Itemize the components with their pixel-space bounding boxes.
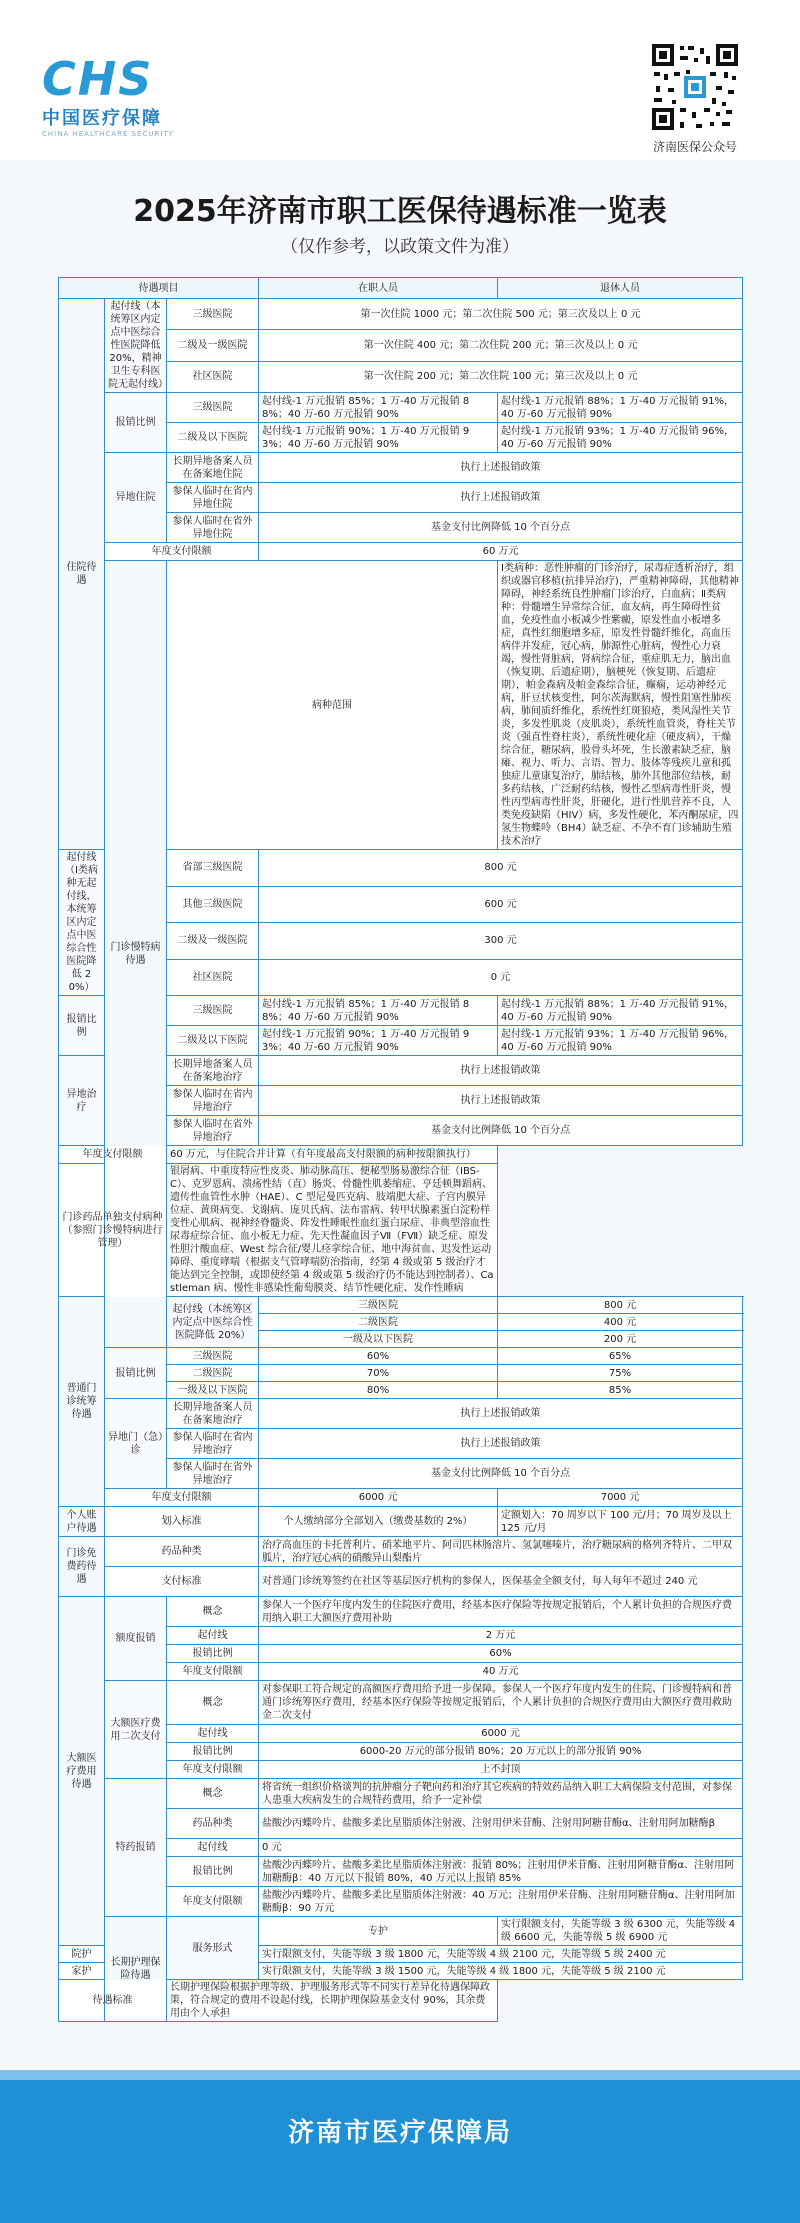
- table-row: [59, 1537, 743, 1567]
- outpatient-ratio-label: 报销比例: [105, 1348, 167, 1399]
- major-secondary-threshold-value: 6000 元: [259, 1725, 743, 1743]
- ltc-pro-label: 专护: [259, 1917, 498, 1946]
- major-secondary-concept-value: 对参保职工符合规定的高额医疗费用给予进一步保障。参保人一个医疗年度内发生的住院、门诊慢特病和普通门诊统筹医疗费用，经基本医疗保险等按规定报销后，个人累计负担的合规医疗费用由大额医疗费用救助金二次支付: [259, 1681, 743, 1725]
- free-drug-kind-label: 药品种类: [105, 1537, 259, 1567]
- table-row: [59, 1681, 743, 1725]
- ltc-pro-value: 实行限额支付，失能等级 3 级 6300 元，失能等级 4 级 6600 元，失能等级 5 级 6900 元: [498, 1917, 743, 1946]
- major-secondary-annual-value: 上不封顶: [259, 1761, 743, 1779]
- major-extra-concept-value: 参保人一个医疗年度内发生的住院医疗费用，经基本医疗保险等按规定报销后，个人累计负担的合规医疗费用纳入职工大额医疗费用补助: [259, 1597, 743, 1627]
- header: [0, 0, 800, 160]
- outpatient-r-g2-retired: 75%: [498, 1365, 743, 1382]
- chronic-offsite-label: 异地治疗: [59, 1056, 105, 1146]
- major-secondary-threshold-label: 起付线: [167, 1725, 259, 1743]
- chronic-ratio-g2-employed: 起付线-1 万元报销 90%；1 万-40 万元报销 93%；40 万-60 万元报销 90%: [259, 1026, 498, 1056]
- chronic-drug-value: 银屑病、中重度特应性皮炎、肺动脉高压、便秘型肠易激综合征（IBS-C）、克罗恩病、溃疡性结（直）肠炎、骨髓性肌萎缩症、亨廷顿舞蹈病、遗传性血管性水肿（HAE）、C 型尼曼匹克病、肢端肥大症、子宫内膜异位症、黄斑病变、戈谢病、庞贝氏病、法布雷病、转甲状腺素蛋白淀粉样变性心肌病、视神经脊髓炎、阵发性睡眠性血红蛋白尿症、非典型溶血性尿毒症综合征、血小板无力症、先天性凝血因子Ⅶ（FⅦ）缺乏症、原发性胆汁酸血症、West 综合征/婴儿痉挛综合征、地中海贫血、迟发性运动障碍、重度哮喘（根据支气管哮喘防治指南，经第 4 级或第 5 级治疗才能达到完全控制，或即使经第 4 级或第 5 级治疗仍不能达到控制者）、Castleman 病、慢性非感染性葡萄膜炎、结节性硬化症、发作性睡病: [167, 1164, 498, 1297]
- table-row: [59, 1779, 743, 1809]
- inpatient-ratio-g2-employed: 起付线-1 万元报销 90%；1 万-40 万元报销 93%；40 万-60 万元报销 90%: [259, 423, 498, 453]
- major-category: 大额医疗费用待遇: [59, 1597, 105, 1946]
- chronic-ratio-g2-label: 二级及以下医院: [167, 1026, 259, 1056]
- outpatient-offsite-3-label: 参保人临时在省外异地治疗: [167, 1459, 259, 1489]
- chronic-drug-label: 门诊药品单独支付病种（参照门诊慢特病进行管理）: [59, 1164, 167, 1297]
- table-row: [59, 1399, 743, 1429]
- logo-en-text: CHINA HEALTHCARE SECURITY: [42, 130, 174, 138]
- outpatient-r-g1-employed: 80%: [259, 1382, 498, 1399]
- major-special-threshold-value: 0 元: [259, 1839, 743, 1857]
- chronic-scope-value: Ⅰ类病种：恶性肿瘤的门诊治疗，尿毒症透析治疗，组织或器官移植(抗排异治疗)，严重精神障碍，其他精神障碍，神经系统良性肿瘤门诊治疗，白血病；Ⅱ类病种：骨髓增生异常综合征，血友病，再生障碍性贫血，免疫性血小板减少性紫癜，原发性血小板增多症，真性红细胞增多症，原发性骨髓纤维化，高血压病伴并发症，冠心病，肺源性心脏病，慢性心力衰竭，慢性肾脏病，肾病综合征，重症肌无力，脑出血（恢复期、后遗症期），脑梗死（恢复期、后遗症期），帕金森病及帕金森综合征，癫痫，运动神经元病，肝豆状核变性，阿尔茨海默病，慢性阻塞性肺疾病，肺间质纤维化，系统性红斑狼疮，类风湿性关节炎，多发性肌炎（皮肌炎），系统性血管炎，脊柱关节炎（强直性脊柱炎），系统性硬化症（硬皮病），干燥综合征，糖尿病，股骨头坏死，生长激素缺乏症，脑瘫、视力、听力、言语、智力、肢体等残疾儿童和孤独症儿童康复治疗，肺结核，肺外其他部位结核，耐多药结核，广泛耐药结核，慢性乙型病毒性肝炎，慢性丙型病毒性肝炎，肝硬化，进行性肌营养不良，人类免疫缺陷（HIV）病，多发性硬化，苯丙酮尿症，四氢生物蝶呤（BH4）缺乏症、不孕不育门诊辅助生殖技术治疗: [498, 561, 743, 850]
- major-extra-label: 额度报销: [105, 1597, 167, 1681]
- inpatient-community-label: 社区医院: [167, 361, 259, 392]
- ltc-std-value: 长期护理保险根据护理等级、护理服务形式等不同实行差异化待遇保障政策，符合规定的费用不设起付线，长期护理保险基金支付 90%，其余费用由个人承担: [167, 1980, 498, 2022]
- inpatient-community-value: 第一次住院 200 元；第二次住院 100 元；第三次及以上 0 元: [259, 361, 743, 392]
- major-secondary-ratio-value: 6000-20 万元的部分报销 80%；20 万元以上的部分报销 90%: [259, 1743, 743, 1761]
- inpatient-grade3-label: 三级医院: [167, 299, 259, 330]
- free-drug-pay-value: 对普通门诊统筹签约在社区等基层医疗机构的参保人，医保基金全额支付，每人每年不超过 240 元: [259, 1567, 743, 1597]
- outpatient-r-g3-label: 三级医院: [167, 1348, 259, 1365]
- chronic-offsite-1-value: 执行上述报销政策: [259, 1056, 743, 1086]
- footer-stripe: [0, 2070, 800, 2080]
- chronic-ratio-g3-employed: 起付线-1 万元报销 85%；1 万-40 万元报销 88%；40 万-60 万元报销 90%: [259, 996, 498, 1026]
- table-header-row: [59, 278, 743, 299]
- inpatient-offsite-1-label: 长期异地备案人员在备案地住院: [167, 453, 259, 483]
- table-row: [59, 1507, 743, 1537]
- major-extra-ratio-value: 60%: [259, 1645, 743, 1663]
- outpatient-offsite-3-value: 基金支付比例降低 10 个百分点: [259, 1459, 743, 1489]
- major-special-kind-label: 药品种类: [167, 1809, 259, 1839]
- chronic-offsite-2-value: 执行上述报销政策: [259, 1086, 743, 1116]
- outpatient-offsite-1-label: 长期异地备案人员在备案地治疗: [167, 1399, 259, 1429]
- chronic-annual-label: 年度支付限额: [59, 1146, 167, 1164]
- ltc-home-value: 实行限额支付，失能等级 3 级 1500 元，失能等级 4 级 1800 元，失能等级 5 级 2100 元: [259, 1963, 743, 1980]
- inpatient-annual-label: 年度支付限额: [105, 543, 259, 561]
- chronic-scope-label: 病种范围: [167, 561, 498, 850]
- outpatient-r-g1-label: 一级及以下医院: [167, 1382, 259, 1399]
- ltc-hosp-label: 院护: [59, 1946, 105, 1963]
- chronic-ratio-label: 报销比例: [59, 996, 105, 1056]
- major-extra-annual-label: 年度支付限额: [167, 1663, 259, 1681]
- major-extra-concept-label: 概念: [167, 1597, 259, 1627]
- chronic-ratio-g2-retired: 起付线-1 万元报销 93%；1 万-40 万元报销 96%，40 万-60 万元报销 90%: [498, 1026, 743, 1056]
- major-secondary-concept-label: 概念: [167, 1681, 259, 1725]
- header-employed: 在职人员: [259, 278, 498, 299]
- major-extra-ratio-label: 报销比例: [167, 1645, 259, 1663]
- header-item: 待遇项目: [59, 278, 259, 299]
- chronic-prov-label: 省部三级医院: [167, 850, 259, 887]
- ltc-category: 长期护理保险待遇: [105, 1917, 167, 2022]
- chs-logo: [42, 52, 192, 138]
- outpatient-r-g2-label: 二级医院: [167, 1365, 259, 1382]
- outpatient-category: 普通门诊统筹待遇: [59, 1297, 105, 1507]
- table-row: [59, 1917, 743, 1946]
- chronic-annual-value: 60 万元，与住院合并计算（有年度最高支付限额的病种按限额执行）: [167, 1146, 498, 1164]
- major-special-threshold-label: 起付线: [167, 1839, 259, 1857]
- outpatient-offsite-2-value: 执行上述报销政策: [259, 1429, 743, 1459]
- major-special-annual-label: 年度支付限额: [167, 1887, 259, 1917]
- qr-code-icon: [650, 42, 740, 132]
- chronic-other3-value: 600 元: [259, 886, 743, 923]
- major-special-ratio-label: 报销比例: [167, 1857, 259, 1887]
- inpatient-ratio-g2-label: 二级及以下医院: [167, 423, 259, 453]
- inpatient-grade3-value: 第一次住院 1000 元；第二次住院 500 元；第三次及以上 0 元: [259, 299, 743, 330]
- table-row: [59, 453, 743, 483]
- major-special-label: 特药报销: [105, 1779, 167, 1917]
- inpatient-offsite-3-value: 基金支付比例降低 10 个百分点: [259, 513, 743, 543]
- inpatient-ratio-label: 报销比例: [105, 393, 167, 453]
- benefits-table: [58, 277, 742, 2022]
- major-special-concept-label: 概念: [167, 1779, 259, 1809]
- chronic-other3-label: 其他三级医院: [167, 886, 259, 923]
- inpatient-category: 住院待遇: [59, 299, 105, 850]
- inpatient-offsite-3-label: 参保人临时在省外异地住院: [167, 513, 259, 543]
- inpatient-ratio-g2-retired: 起付线-1 万元报销 93%；1 万-40 万元报销 96%，40 万-60 万元报销 90%: [498, 423, 743, 453]
- outpatient-annual-employed: 6000 元: [259, 1489, 498, 1507]
- outpatient-annual-label: 年度支付限额: [105, 1489, 259, 1507]
- table-row: [59, 1597, 743, 1627]
- outpatient-offsite-1-value: 执行上述报销政策: [259, 1399, 743, 1429]
- table-row: [59, 1164, 743, 1297]
- inpatient-ratio-g3-employed: 起付线-1 万元报销 85%；1 万-40 万元报销 88%；40 万-60 万元报销 90%: [259, 393, 498, 423]
- table-row: [59, 1146, 743, 1164]
- qr-caption: 济南医保公众号: [652, 140, 737, 154]
- outpatient-t-g2-label: 二级医院: [259, 1314, 498, 1331]
- chronic-comm-label: 社区医院: [167, 959, 259, 996]
- inpatient-grade2-value: 第一次住院 400 元；第二次住院 200 元；第三次及以上 0 元: [259, 330, 743, 361]
- chronic-ratio-g3-label: 三级医院: [167, 996, 259, 1026]
- page-subtitle: （仅作参考，以政策文件为准）: [281, 237, 519, 257]
- personal-retired: 定额划入：70 周岁以下 100 元/月；70 周岁及以上 125 元/月: [498, 1507, 743, 1537]
- inpatient-ratio-g3-label: 三级医院: [167, 393, 259, 423]
- table-row: [59, 561, 743, 850]
- major-secondary-label: 大额医疗费用二次支付: [105, 1681, 167, 1779]
- outpatient-threshold-label: 起付线（本统筹区内定点中医综合性医院降低 20%）: [167, 1297, 259, 1348]
- free-drug-kind-value: 治疗高血压的卡托普利片、硝苯地平片、阿司匹林肠溶片、氢氯噻嗪片，治疗糖尿病的格列齐特片、二甲双胍片，治疗冠心病的硝酸异山梨酯片: [259, 1537, 743, 1567]
- table-row: [59, 1980, 743, 2022]
- major-special-annual-value: 盐酸沙丙蝶呤片、盐酸多柔比星脂质体注射液：40 万元；注射用伊米苷酶、注射用阿糖苷酶α、注射用阿加糖酶β：90 万元: [259, 1887, 743, 1917]
- inpatient-offsite-1-value: 执行上述报销政策: [259, 453, 743, 483]
- inpatient-grade2-label: 二级及一级医院: [167, 330, 259, 361]
- ltc-home-label: 家护: [59, 1963, 105, 1980]
- chronic-prov-value: 800 元: [259, 850, 743, 887]
- personal-employed: 个人缴纳部分全部划入（缴费基数的 2%）: [259, 1507, 498, 1537]
- personal-category: 个人账户待遇: [59, 1507, 105, 1537]
- inpatient-offsite-2-label: 参保人临时在省内异地住院: [167, 483, 259, 513]
- chronic-ratio-g3-retired: 起付线-1 万元报销 88%；1 万-40 万元报销 91%，40 万-60 万元报销 90%: [498, 996, 743, 1026]
- logo-cn-text: 中国医疗保障: [42, 108, 162, 129]
- major-extra-threshold-label: 起付线: [167, 1627, 259, 1645]
- table-row: [59, 299, 743, 330]
- chronic-category: 门诊慢特病待遇: [105, 561, 167, 1348]
- ltc-hosp-value: 实行限额支付，失能等级 3 级 1800 元，失能等级 4 级 2100 元，失能等级 5 级 2400 元: [259, 1946, 743, 1963]
- table-row: [59, 1567, 743, 1597]
- chronic-offsite-1-label: 长期异地备案人员在备案地治疗: [167, 1056, 259, 1086]
- header-retired: 退休人员: [498, 278, 743, 299]
- chronic-g2-label: 二级及一级医院: [167, 923, 259, 960]
- logo-mark: CHS: [42, 52, 154, 106]
- inpatient-annual-value: 60 万元: [259, 543, 743, 561]
- chronic-comm-value: 0 元: [259, 959, 743, 996]
- major-secondary-annual-label: 年度支付限额: [167, 1761, 259, 1779]
- page-title: 2025年济南市职工医保待遇标准一览表: [133, 194, 667, 229]
- major-special-concept-value: 将省统一组织价格谈判的抗肿瘤分子靶向药和治疗其它疾病的特效药品纳入职工大病保险支付范围，对参保人患重大疾病发生的合规特药费用，给予一定补偿: [259, 1779, 743, 1809]
- table-row: [59, 1348, 743, 1365]
- outpatient-r-g3-retired: 65%: [498, 1348, 743, 1365]
- chronic-offsite-2-label: 参保人临时在省内异地治疗: [167, 1086, 259, 1116]
- outpatient-annual-retired: 7000 元: [498, 1489, 743, 1507]
- inpatient-offsite-2-value: 执行上述报销政策: [259, 483, 743, 513]
- ltc-std-label: 待遇标准: [59, 1980, 167, 2022]
- outpatient-r-g2-employed: 70%: [259, 1365, 498, 1382]
- chronic-offsite-3-value: 基金支付比例降低 10 个百分点: [259, 1116, 743, 1146]
- inpatient-ratio-g3-retired: 起付线-1 万元报销 88%；1 万-40 万元报销 91%，40 万-60 万元报销 90%: [498, 393, 743, 423]
- outpatient-r-g3-employed: 60%: [259, 1348, 498, 1365]
- outpatient-t-g2-value: 400 元: [498, 1314, 743, 1331]
- major-extra-annual-value: 40 万元: [259, 1663, 743, 1681]
- major-special-ratio-value: 盐酸沙丙蝶呤片、盐酸多柔比星脂质体注射液：报销 80%；注射用伊米苷酶、注射用阿糖苷酶α、注射用阿加糖酶β：40 万元以下报销 80%，40 万元以上报销 85%: [259, 1857, 743, 1887]
- inpatient-threshold-label: 起付线（本统筹区内定点中医综合性医院降低 20%，精神卫生专科医院无起付线）: [105, 299, 167, 393]
- outpatient-t-g1-value: 200 元: [498, 1331, 743, 1348]
- outpatient-offsite-2-label: 参保人临时在省内异地治疗: [167, 1429, 259, 1459]
- free-drug-category: 门诊免费药待遇: [59, 1537, 105, 1597]
- footer-org-name: 济南市医疗保障局: [287, 2118, 512, 2148]
- footer: [0, 2080, 800, 2223]
- inpatient-offsite-label: 异地住院: [105, 453, 167, 543]
- outpatient-t-g3-value: 800 元: [498, 1297, 743, 1314]
- free-drug-pay-label: 支付标准: [105, 1567, 259, 1597]
- major-special-kind-value: 盐酸沙丙蝶呤片、盐酸多柔比星脂质体注射液、注射用伊米苷酶、注射用阿糖苷酶α、注射用阿加糖酶β: [259, 1809, 743, 1839]
- table-row: [59, 543, 743, 561]
- outpatient-t-g3-label: 三级医院: [259, 1297, 498, 1314]
- chronic-offsite-3-label: 参保人临时在省外异地治疗: [167, 1116, 259, 1146]
- ltc-form-label: 服务形式: [167, 1917, 259, 1980]
- major-secondary-ratio-label: 报销比例: [167, 1743, 259, 1761]
- major-extra-threshold-value: 2 万元: [259, 1627, 743, 1645]
- table-row: [59, 1489, 743, 1507]
- chronic-threshold-label: 起付线（Ⅰ类病种无起付线，本统筹区内定点中医综合性医院降低 20%）: [59, 850, 105, 996]
- outpatient-t-g1-label: 一级及以下医院: [259, 1331, 498, 1348]
- personal-label: 划入标准: [105, 1507, 259, 1537]
- table-row: [59, 393, 743, 423]
- outpatient-r-g1-retired: 85%: [498, 1382, 743, 1399]
- outpatient-offsite-label: 异地门（急）诊: [105, 1399, 167, 1489]
- chronic-g2-value: 300 元: [259, 923, 743, 960]
